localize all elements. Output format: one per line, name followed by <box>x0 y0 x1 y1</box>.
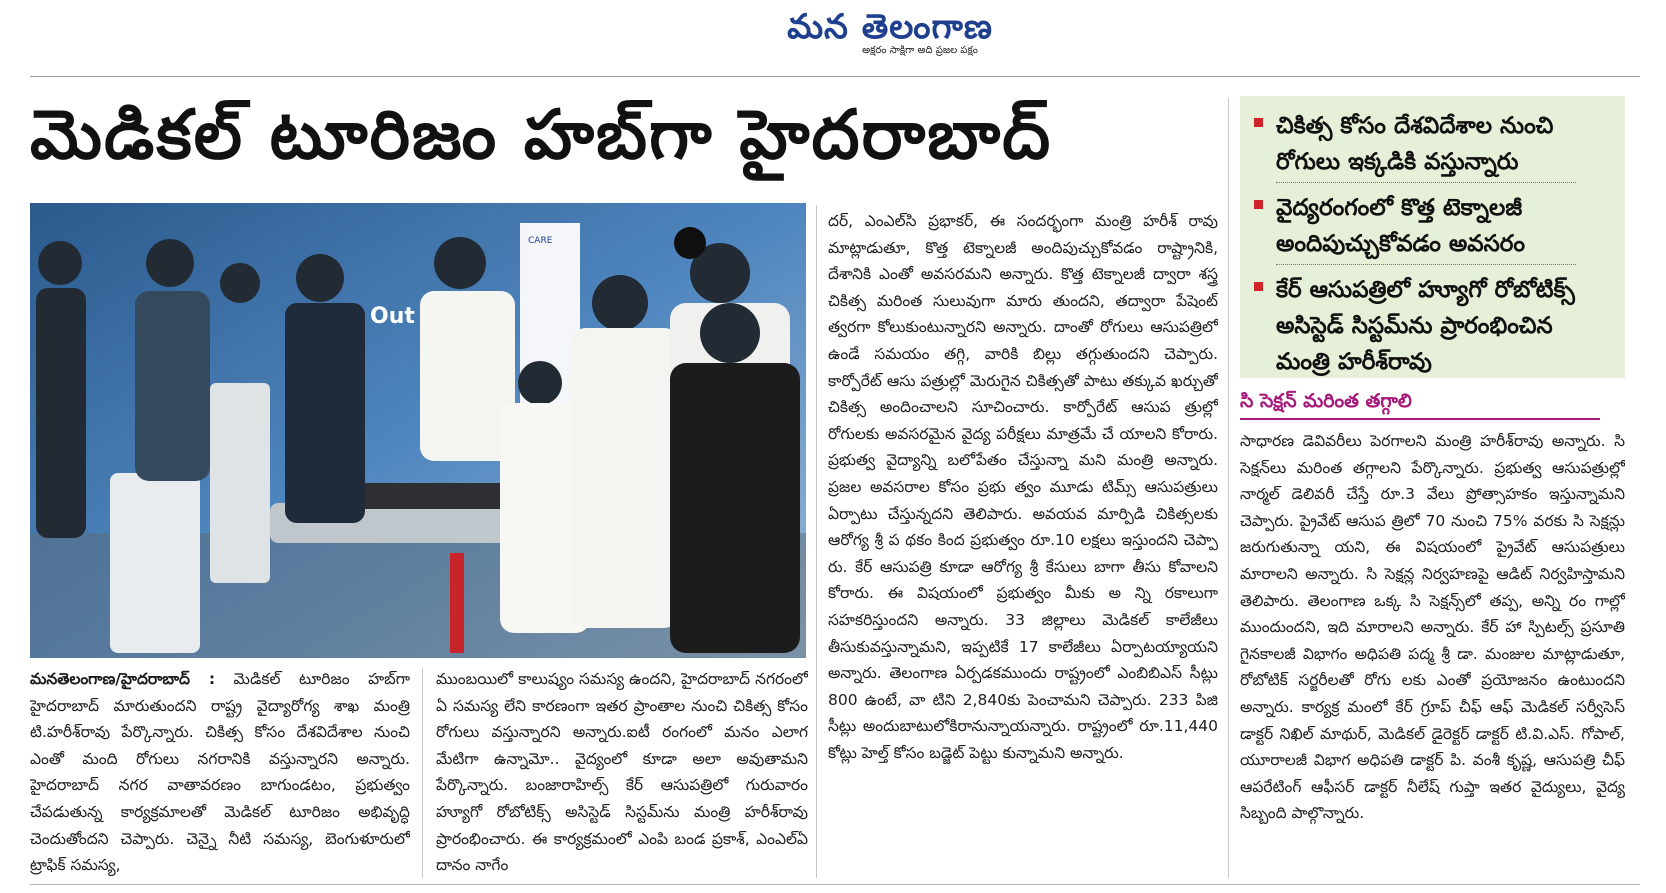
brand-name: మన తెలంగాణ <box>787 7 993 47</box>
column-divider <box>422 668 423 878</box>
care-logo-text: CARE <box>528 236 553 246</box>
banner-text: Out <box>370 304 415 329</box>
section-subheading: సి సెక్షన్ మరింత తగ్గాలి <box>1240 386 1600 420</box>
divider <box>1276 264 1576 265</box>
article-text: దర్, ఎంఎల్‌సి ప్రభాకర్, ఈ సందర్భంగా మంత్రి హరీశ్ రావు మాట్లాడుతూ, కొత్త టెక్నాలజీ అందిపుచ్చుకోవడం రాష్ట్రానికి, దేశానికి ఎంతో అవసరమని అన్నారు. కొత్త టెక్నాలజీ ద్వారా శస్త్ర చికిత్స మరింత సులువుగా మారు తుందని, తద్వారా పేషెంట్ త్వరగా కోలుకుంటున్నారని అన్నారు. దాంతో రోగులు ఆసుపత్రిలో ఉండే సమయం తగ్గి, వారికి బిల్లు తగ్గుతుందని చెప్పారు. కార్పోరేట్ ఆసు పత్రుల్లో మెరుగైన చికిత్సతో పాటు తక్కువ ఖర్చుతో చికిత్స అందించాలని సూచించారు. కార్పోరేట్ ఆసుప త్రుల్లో రోగులకు అవసరమైన వైద్య పరీక్షలు మాత్రమే చే యాలని కోరారు. ప్రభుత్వ వైద్యాన్ని బలోపేతం చేస్తున్నా మని మంత్రి అన్నారు. ప్రజల అవసరాల కోసం ప్రభు త్వం మూడు టిమ్స్ ఆసుపత్రులు ఏర్పాటు చేస్తున్నదని తెలిపారు. అవయవ మార్పిడి చికిత్సలకు ఆరోగ్య శ్రీ ప థకం కింద ప్రభుత్వం రూ.10 లక్షలు ఇస్తుందని చెప్పా రు. కేర్ ఆసుపత్రి కూడా ఆరోగ్య శ్రీ కేసులు బాగా తీసు కోవాలని కోరారు. ఈ విషయంలో ప్రభుత్వం మీకు అ న్ని రకాలుగా సహకరిస్తుందని అన్నారు. 33 జిల్లాలు మెడికల్ కాలేజీలు తీసుకువస్తున్నామని, ఇప్పటికే 17 కాలేజీలు ఏర్పాటయ్యాయని అన్నారు. తెలంగాణ ఏర్పడకముందు రాష్ట్రంలో ఎంబిబిఎస్ సీట్లు 800 ఉంటే, వా టిని 2,840కు పెంచామని చెప్పారు. 233 పిజి సీట్లు అందుబాటులోకిరానున్నాయన్నారు. రాష్ట్రంలో రూ.11,440 కోట్లు హెల్త్ కోసం బడ్జెట్ పెట్టు కున్నామని అన్నారు. <box>828 212 1218 762</box>
highlight-text: కేర్ ఆసుపత్రిలో హ్యూగో రోబోటిక్స్ అసిస్టెడ్ సిస్టమ్‌ను ప్రారంభించిన మంత్రి హరీశ్‌రావు <box>1276 277 1575 375</box>
column-divider <box>1228 98 1229 878</box>
article-column-3 <box>828 208 1218 880</box>
article-column-1 <box>30 666 410 880</box>
bullet-square-icon <box>1254 118 1263 127</box>
article-column-4 <box>1240 428 1625 880</box>
article-text: సాధారణ డెవివరీలు పెరగాలని మంత్రి హరీశ్‌రావు అన్నారు. సి సెక్షన్‌లు మరింత తగ్గాలని పేర్కొన్నారు. ప్రభుత్వ ఆసుపత్రుల్లో నార్మల్ డెలివరీ చేస్తే రూ.3 వేలు ప్రోత్సాహకం ఇస్తున్నామని చెప్పారు. ప్రైవేట్ ఆసుప త్రిలో 70 నుంచి 75% వరకు సి సెక్షన్లు జరుగుతున్నా యని, ఈ విషయంలో ప్రైవేట్ ఆసుపత్రులు మారాలని అన్నారు. సి సెక్షన్ల నిర్వహణపై ఆడిట్ నిర్వహిస్తామని తెలిపారు. తెలంగాణ ఒక్క సి సెక్షన్స్‌లో తప్ప, అన్ని రం గాల్లో ముందుందని, ఇది మారాలని అన్నారు. కేర్ హా స్పిటల్స్ ప్రసూతి గైనకాలజీ విభాగం అధిపతి పద్మ శ్రీ డా. మంజుల మాట్లాడుతూ, రోబోటిక్ సర్జరీలతో రోగు లకు ఎంతో ప్రయోజనం ఉంటుందని అన్నారు. కార్యక్ర మంలో కేర్ గ్రూప్ చీఫ్ ఆఫ్ మెడికల్ సర్వీసెస్ డాక్టర్ నిఖిల్ మాథుర్, మెడికల్ డైరెక్టర్ డాక్టర్ టి.వి.ఎస్. గోపాల్, యూరాలజీ విభాగ అధిపతి డాక్టర్ పి. వంశీ కృష్ణ, ఆసుపత్రి చీఫ్ ఆపరేటింగ్ ఆఫీసర్ డాక్టర్ నీలేష్ గుప్తా ఇతర వైద్యులు, వైద్య సిబ్బంది పాల్గొన్నారు. <box>1240 432 1625 823</box>
masthead-rule <box>30 76 1640 77</box>
column-divider <box>816 205 817 878</box>
brand-tagline: అక్షరం సాక్షిగా అది ప్రజల పక్షం <box>862 45 978 56</box>
page-title: మెడికల్ టూరిజం హబ్‌గా హైదరాబాద్ <box>30 96 1053 175</box>
bullet-square-icon <box>1254 200 1263 209</box>
bottom-rule <box>30 884 1640 885</box>
highlight-text: చికిత్స కోసం దేశవిదేశాల నుంచి రోగులు ఇక్కడికి వస్తున్నారు <box>1276 113 1554 175</box>
news-photo[interactable] <box>30 203 806 658</box>
photo-illustration <box>30 203 806 658</box>
highlights-box <box>1240 96 1625 378</box>
robot-unit <box>110 473 200 653</box>
highlight-text: వైద్యరంగంలో కొత్త టెక్నాలజీ అందిపుచ్చుకోవడం అవసరం <box>1276 195 1526 257</box>
dateline: మనతెలంగాణ/హైదరాబాద్ : <box>30 670 216 688</box>
bullet-square-icon <box>1254 282 1263 291</box>
masthead <box>0 0 1666 76</box>
article-text: మెడికల్ టూరిజం హబ్‌గా హైదరాబాద్ మారుతుందని రాష్ట్ర వైద్యారోగ్య శాఖ మంత్రి టి.హరీశ్‌రావు పేర్కొన్నారు. చికిత్స కోసం దేశవిదేశాల నుంచి ఎంతో మంది రోగులు నగరానికి వస్తున్నారని అన్నారు. హైదరాబాద్ నగర వాతావరణం బాగుండటం, ప్రభుత్వం చేపడుతున్న కార్యక్రమాలతో మెడికల్ టూరిజం అభివృద్ధి చెందుతోందని చెప్పారు. చెన్నై నీటి సమస్య, బెంగుళూరులో ట్రాఫిక్ సమస్య, <box>30 670 410 875</box>
divider <box>1276 182 1576 183</box>
article-column-2 <box>436 666 808 880</box>
newspaper-logo[interactable] <box>740 6 1040 58</box>
article-text: ముంబయిలో కాలుష్యం సమస్య ఉందని, హైదరాబాద్ నగరంలో ఏ సమస్య లేని కారణంగా ఇతర ప్రాంతాల నుంచి చికిత్స కోసం రోగులు వస్తున్నారని అన్నారు.ఐటీ రంగంలో మనం ఎలాగ మేటిగా ఉన్నామో.. వైద్యంలో కూడా అలా అవుతామని పేర్కొన్నారు. బంజారాహిల్స్ కేర్ ఆసుపత్రిలో గురువారం హ్యూగో రోబోటిక్స్ అసిస్టెడ్ సిస్టమ్‌ను మంత్రి హరీశ్‌రావు ప్రారంభించారు. ఈ కార్యక్రమంలో ఎంపి బండ ప్రకాశ్, ఎంఎల్‌ఏ దానం నాగేం <box>436 670 808 875</box>
